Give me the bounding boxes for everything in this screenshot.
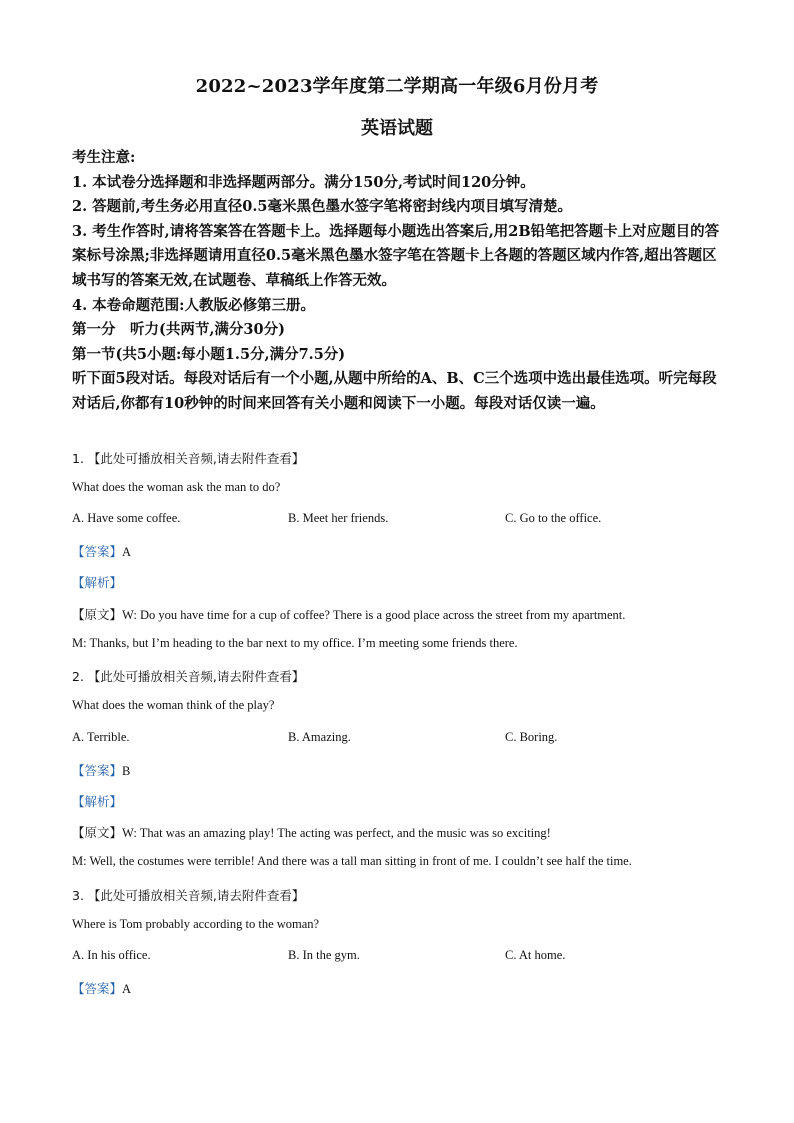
q2-option-a: A. Terrible.	[72, 730, 130, 744]
original-tag: 【原文】	[72, 825, 123, 840]
q3-answer	[72, 979, 722, 997]
q1-option-c: C. Go to the office.	[505, 511, 602, 525]
notice-block	[72, 146, 722, 417]
exam-page	[72, 0, 722, 1123]
q2-option-b: B. Amazing.	[288, 730, 351, 744]
part-one-heading: 第一分 听力(共两节,满分30分)	[72, 321, 285, 339]
analysis-tag: 【解析】	[72, 575, 123, 590]
q3-option-b: B. In the gym.	[288, 948, 360, 962]
listening-instructions: 听下面5段对话。每段对话后有一个小题,从题中所给的A、B、C三个选项中选出最佳选项。听完每段对话后,你都有10秒钟的时间来回答有关小题和阅读下一小题。每段对话仅读一遍。	[72, 370, 717, 412]
q1-option-b: B. Meet her friends.	[288, 511, 389, 525]
q2-stem: What does the woman think of the play?	[72, 698, 275, 712]
notice-item-3: 3. 考生作答时,请将答案答在答题卡上。选择题每小题选出答案后,用2B铅笔把答题卡上对应题目的答案标号涂黑;非选择题请用直径0.5毫米黑色墨水签字笔在答题卡上各题的答题区域内作答,超出答题区域书写的答案无效,在试题卷、草稿纸上作答无效。	[72, 222, 720, 289]
q3-option-c: C. At home.	[505, 948, 566, 962]
q1-answer	[72, 542, 722, 560]
q3-audio-link[interactable]: 3. 【此处可播放相关音频,请去附件查看】	[72, 888, 305, 903]
q1-stem: What does the woman ask the man to do?	[72, 480, 281, 494]
q1-dialog-w	[72, 605, 722, 623]
answer-tag: 【答案】	[72, 544, 123, 559]
q1-dialog-line-1: W: Do you have time for a cup of coffee? There is a good place across the street from my apartment.	[122, 608, 626, 622]
q1-option-a: A. Have some coffee.	[72, 511, 181, 525]
q2-answer	[72, 761, 722, 779]
analysis-tag: 【解析】	[72, 794, 123, 809]
q2-dialog-line-2: M: Well, the costumes were terrible! And there was a tall man sitting in front of me. I couldn’t see half the time.	[72, 854, 632, 868]
q1-answer-value: A	[122, 545, 132, 559]
q2-answer-value: B	[122, 764, 131, 778]
q1-dialog-line-2: M: Thanks, but I’m heading to the bar next to my office. I’m meeting some friends there.	[72, 636, 518, 650]
answer-tag: 【答案】	[72, 981, 123, 996]
q2-analysis	[72, 792, 722, 810]
exam-title: 2022~2023学年度第二学期高一年级6月份月考	[195, 76, 599, 97]
notice-item-4: 4. 本卷命题范围:人教版必修第三册。	[72, 296, 316, 314]
q2-option-c: C. Boring.	[505, 730, 558, 744]
q1-analysis	[72, 573, 722, 591]
notice-item-2: 2. 答题前,考生务必用直径0.5毫米黑色墨水签字笔将密封线内项目填写清楚。	[72, 198, 572, 216]
answer-tag: 【答案】	[72, 763, 123, 778]
q3-answer-value: A	[122, 982, 132, 996]
q3-option-a: A. In his office.	[72, 948, 151, 962]
notice-item-1: 1. 本试卷分选择题和非选择题两部分。满分150分,考试时间120分钟。	[72, 173, 535, 191]
q1-audio-link[interactable]: 1. 【此处可播放相关音频,请去附件查看】	[72, 451, 305, 466]
q3-stem: Where is Tom probably according to the woman?	[72, 917, 320, 931]
original-tag: 【原文】	[72, 607, 123, 622]
exam-subtitle: 英语试题	[361, 118, 433, 139]
q2-dialog-line-1: W: That was an amazing play! The acting was perfect, and the music was so exciting!	[122, 826, 551, 840]
section-one-heading: 第一节(共5小题:每小题1.5分,满分7.5分)	[72, 345, 346, 363]
q2-audio-link[interactable]: 2. 【此处可播放相关音频,请去附件查看】	[72, 669, 305, 684]
q2-dialog-w	[72, 823, 722, 841]
notice-heading: 考生注意:	[72, 149, 136, 166]
